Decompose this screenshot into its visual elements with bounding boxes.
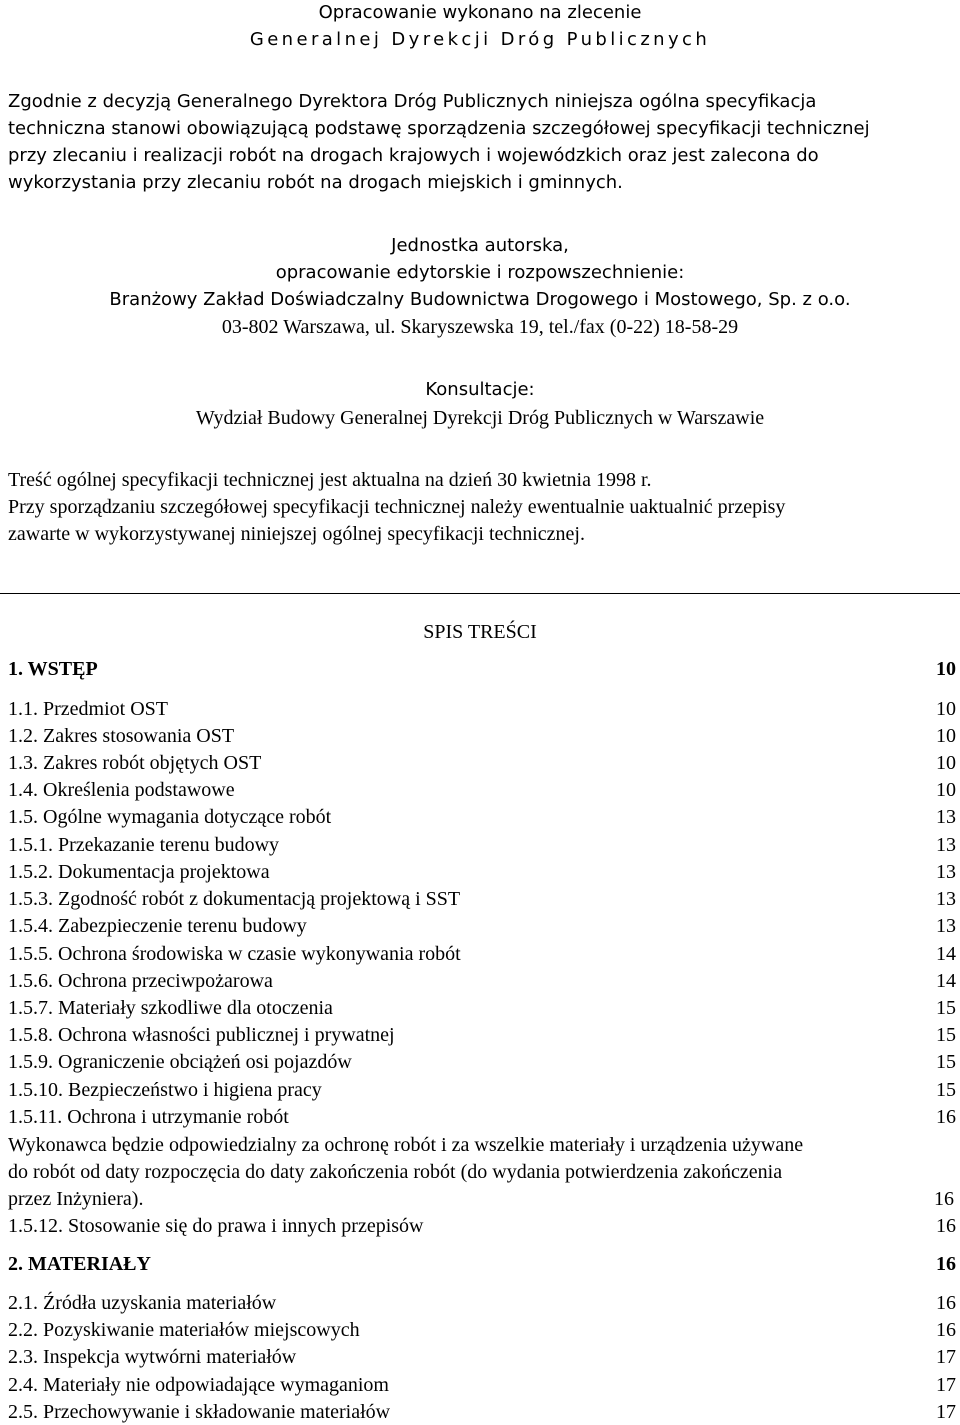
toc-entry-label: 2.2. Pozyskiwanie materiałów miejscowych xyxy=(8,1319,360,1341)
toc-entry-page: 13 xyxy=(936,806,956,828)
toc-entry[interactable] xyxy=(8,859,956,885)
intro-line-3: przy zlecaniu i realizacji robót na drogach krajowych i wojewódzkich oraz jest zalecona do xyxy=(8,145,819,166)
toc-entry-page: 15 xyxy=(936,1051,956,1073)
toc-entry-label: 2.3. Inspekcja wytwórni materiałów xyxy=(8,1346,297,1368)
toc-entry-label: 1.5. Ogólne wymagania dotyczące robót xyxy=(8,806,332,828)
intro-line-4: wykorzystania przy zlecaniu robót na drogach miejskich i gminnych. xyxy=(8,172,623,193)
toc-entry[interactable] xyxy=(8,1077,956,1103)
toc-entry[interactable] xyxy=(8,750,956,776)
toc-entry-page: 14 xyxy=(936,970,956,992)
toc-entry[interactable] xyxy=(8,1317,956,1343)
section-divider xyxy=(0,593,960,594)
toc-entry-label: 1.5.3. Zgodność robót z dokumentacją projektową i SST xyxy=(8,888,461,910)
validity-line-3: zawarte w wykorzystywanej niniejszej ogólnej specyfikacji technicznej. xyxy=(8,523,585,545)
toc-entry-label: 1.3. Zakres robót objętych OST xyxy=(8,752,262,774)
toc-entry-label: 2.1. Źródła uzyskania materiałów xyxy=(8,1292,277,1314)
toc-entry-label: 1.5.1. Przekazanie terenu budowy xyxy=(8,834,280,856)
toc-entry-label: 1.5.5. Ochrona środowiska w czasie wykonywania robót xyxy=(8,943,461,965)
toc-entry[interactable] xyxy=(8,1213,956,1239)
toc-entry-page: 13 xyxy=(936,888,956,910)
toc-entry[interactable] xyxy=(8,1251,956,1277)
toc-entry-page: 16 xyxy=(936,1106,956,1128)
toc-entry-page: 10 xyxy=(936,698,956,720)
toc-entry-page: 15 xyxy=(936,997,956,1019)
toc-entry[interactable] xyxy=(8,941,956,967)
toc-entry[interactable] xyxy=(8,723,956,749)
toc-entry-page: 16 xyxy=(936,1253,956,1275)
toc-entry-label: 1.5.12. Stosowanie się do prawa i innych przepisów xyxy=(8,1215,424,1237)
author-line-1: Jednostka autorska, xyxy=(391,235,569,256)
toc-entry-page: 13 xyxy=(936,861,956,883)
consult-line-2: Wydział Budowy Generalnej Dyrekcji Dróg Publicznych w Warszawie xyxy=(195,407,765,429)
validity-line-1: Treść ogólnej specyfikacji technicznej jest aktualna na dzień 30 kwietnia 1998 r. xyxy=(8,469,652,491)
toc-entry-label: 1.5.10. Bezpieczeństwo i higiena pracy xyxy=(8,1079,322,1101)
validity-line-2: Przy sporządzaniu szczegółowej specyfikacji technicznej należy ewentualnie uaktualnić przepisy xyxy=(8,496,786,518)
toc-entry-label: 1.5.7. Materiały szkodliwe dla otoczenia xyxy=(8,997,333,1019)
toc-entry-page: 14 xyxy=(936,943,956,965)
toc-entry[interactable] xyxy=(8,1344,956,1370)
toc-entry-label: 1. WSTĘP xyxy=(8,658,98,680)
toc-entry-page: 15 xyxy=(936,1024,956,1046)
toc-title: SPIS TREŚCI xyxy=(423,621,537,643)
toc-entry-page: 13 xyxy=(936,915,956,937)
toc-entry[interactable] xyxy=(8,913,956,939)
toc-entry[interactable] xyxy=(8,656,956,682)
toc-entry-page: 17 xyxy=(936,1401,956,1423)
toc-entry-label: 2. MATERIAŁY xyxy=(8,1253,151,1275)
toc-entry[interactable] xyxy=(8,1049,956,1075)
intro-line-1: Zgodnie z decyzją Generalnego Dyrektora Dróg Publicznych niniejsza ogólna specyfikacja xyxy=(8,91,817,112)
toc-entry[interactable] xyxy=(8,1290,956,1316)
toc-entry-label: 2.4. Materiały nie odpowiadające wymaganiom xyxy=(8,1374,389,1396)
consult-line-1: Konsultacje: xyxy=(425,379,535,400)
toc-entry-label: 1.5.6. Ochrona przeciwpożarowa xyxy=(8,970,273,992)
toc-entry-label: 1.2. Zakres stosowania OST xyxy=(8,725,235,747)
author-line-3: Branżowy Zakład Doświadczalny Budownictwa Drogowego i Mostowego, Sp. z o.o. xyxy=(109,289,851,310)
toc-entry-label: 1.1. Przedmiot OST xyxy=(8,698,168,720)
toc-entry-page: 10 xyxy=(936,752,956,774)
header-line-2: Generalnej Dyrekcji Dróg Publicznych xyxy=(249,29,711,50)
toc-entry-page: 17 xyxy=(936,1346,956,1368)
author-line-2: opracowanie edytorskie i rozpowszechnienie: xyxy=(275,262,685,283)
toc-entry[interactable] xyxy=(8,1022,956,1048)
toc-entry[interactable] xyxy=(8,832,956,858)
toc-entry[interactable] xyxy=(8,777,956,803)
toc-entry-label: 1.5.8. Ochrona własności publicznej i prywatnej xyxy=(8,1024,395,1046)
toc-entry[interactable] xyxy=(8,995,956,1021)
header-line-1: Opracowanie wykonano na zlecenie xyxy=(318,2,642,23)
toc-entry-label: 1.5.4. Zabezpieczenie terenu budowy xyxy=(8,915,307,937)
toc-entry[interactable] xyxy=(8,1399,956,1425)
toc-entry[interactable] xyxy=(8,696,956,722)
toc-entry-label: 1.5.11. Ochrona i utrzymanie robót xyxy=(8,1106,289,1128)
toc-entry-page: 16 xyxy=(936,1215,956,1237)
toc-note-line-3: przez Inżyniera). xyxy=(8,1188,144,1210)
toc-entry[interactable] xyxy=(8,886,956,912)
toc-entry[interactable] xyxy=(8,804,956,830)
toc-note-line-2: do robót od daty rozpoczęcia do daty zakończenia robót (do wydania potwierdzenia zakończenia xyxy=(8,1161,783,1183)
toc-entry-page: 10 xyxy=(936,779,956,801)
toc-note xyxy=(8,1132,954,1213)
intro-line-2: techniczna stanowi obowiązującą podstawę sporządzenia szczegółowej specyfikacji technicznej xyxy=(8,118,870,139)
toc-entry-page: 10 xyxy=(936,658,956,680)
toc-entry-label: 2.5. Przechowywanie i składowanie materiałów xyxy=(8,1401,391,1423)
toc-entry-page: 16 xyxy=(936,1292,956,1314)
toc-entry-page: 13 xyxy=(936,834,956,856)
toc-entry-page: 17 xyxy=(936,1374,956,1396)
toc-entry[interactable] xyxy=(8,1372,956,1398)
toc-note-last-row xyxy=(8,1186,954,1213)
author-line-4: 03-802 Warszawa, ul. Skaryszewska 19, tel./fax (0-22) 18-58-29 xyxy=(221,316,739,338)
toc-entry-page: 10 xyxy=(936,725,956,747)
toc-entry-page: 15 xyxy=(936,1079,956,1101)
toc-entry-label: 1.5.9. Ograniczenie obciążeń osi pojazdów xyxy=(8,1051,352,1073)
toc-entry-label: 1.4. Określenia podstawowe xyxy=(8,779,235,801)
toc-entry[interactable] xyxy=(8,1104,956,1130)
toc-entry-page: 16 xyxy=(936,1319,956,1341)
toc-note-line-1: Wykonawca będzie odpowiedzialny za ochronę robót i za wszelkie materiały i urządzenia używane xyxy=(8,1134,804,1156)
toc-entry-label: 1.5.2. Dokumentacja projektowa xyxy=(8,861,270,883)
toc-note-page: 16 xyxy=(934,1188,954,1210)
toc-entry[interactable] xyxy=(8,968,956,994)
